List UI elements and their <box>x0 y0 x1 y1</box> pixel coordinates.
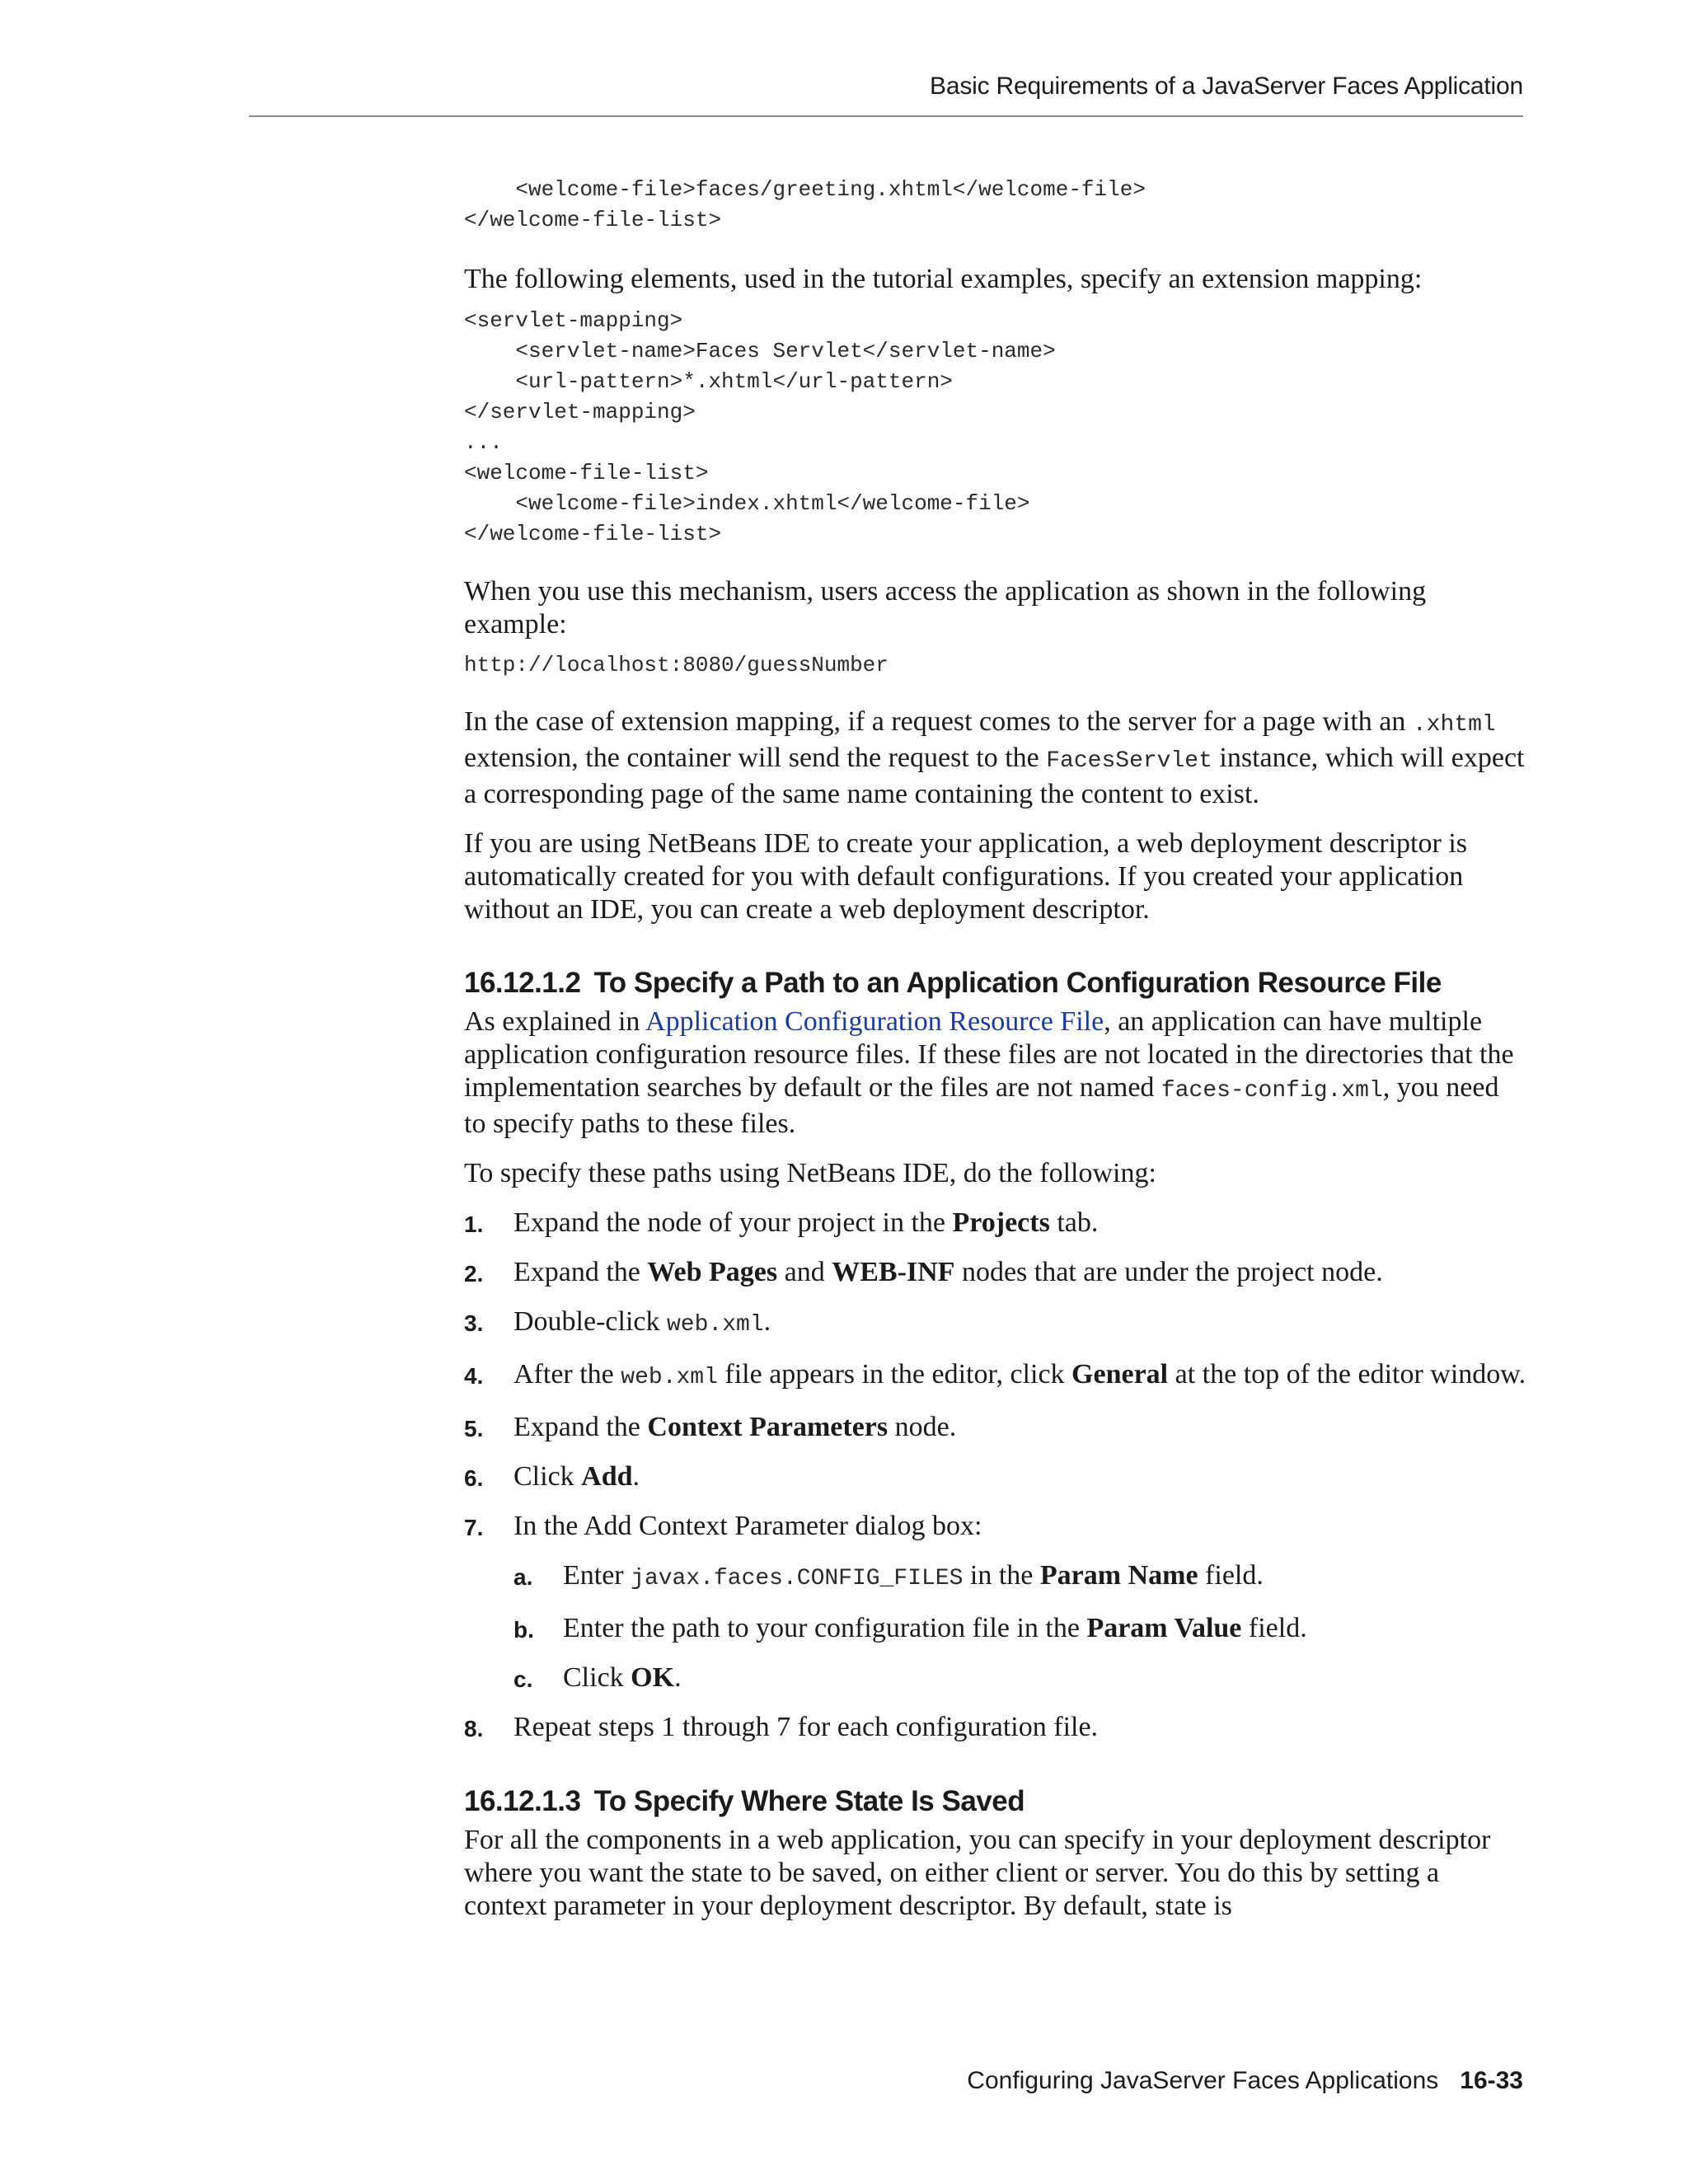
page-footer <box>967 2067 1523 2095</box>
step-number: 1. <box>464 1212 484 1237</box>
bold-text: Param Name <box>1039 1560 1198 1591</box>
paragraph-mechanism: When you use this mechanism, users access the application as shown in the following example: <box>464 576 1427 640</box>
step-number: 8. <box>464 1716 484 1741</box>
inline-code: javax.faces.CONFIG_FILES <box>631 1566 964 1591</box>
list-item <box>464 1207 1527 1240</box>
list-item <box>464 1510 1527 1694</box>
inline-code: FacesServlet <box>1046 748 1212 774</box>
list-item <box>464 1460 1527 1493</box>
text: Expand the node of your project in the <box>513 1207 953 1238</box>
text: file appears in the editor, click <box>717 1359 1072 1390</box>
step-number: 7. <box>464 1515 484 1540</box>
section-number: 16.12.1.3 <box>464 1785 581 1817</box>
footer-chapter-title: Configuring JavaServer Faces Applications <box>967 2067 1439 2094</box>
code-block-servlet-mapping: <servlet-mapping> <servlet-name>Faces Servlet</servlet-name> <url-pattern>*.xhtml</url-pattern> </servlet-mapping> ... <welcome-file-list> <welcome-file>index.xhtml</welcome-file> </welcome-file-list> <box>464 308 1056 546</box>
step-number: 5. <box>464 1416 484 1441</box>
section-title: To Specify a Path to an Application Configuration Resource File <box>593 967 1442 999</box>
text: Expand the <box>513 1412 648 1442</box>
text: , an application can have multiple application configuration resource files. If these files are not located in the directories that the implementation searches by default or the files are not named <box>464 1006 1514 1103</box>
bold-text: WEB-INF <box>832 1257 955 1287</box>
bold-text: Param Value <box>1086 1613 1242 1643</box>
bold-text: Context Parameters <box>647 1412 889 1442</box>
steps-list <box>464 1207 1527 1744</box>
inline-code: faces-config.xml <box>1160 1078 1383 1104</box>
text: , you need to specify paths to these files. <box>464 1072 1499 1139</box>
code-block-welcome-file: <welcome-file>faces/greeting.xhtml</welcome-file> </welcome-file-list> <box>464 177 1146 232</box>
text: . <box>632 1461 640 1492</box>
step-number: 4. <box>464 1363 484 1389</box>
text: extension, the container will send the request to the <box>464 743 1047 773</box>
text: Repeat steps 1 through 7 for each configuration file. <box>513 1712 1099 1742</box>
text: nodes that are under the project node. <box>954 1257 1383 1287</box>
list-item <box>464 1256 1527 1289</box>
paragraph-config-files <box>464 1005 1527 1141</box>
paragraph-extension-request <box>464 705 1527 811</box>
paragraph-extension-mapping: The following elements, used in the tutorial examples, specify an extension mapping: <box>464 264 1423 294</box>
text: Double-click <box>513 1306 667 1337</box>
section-number: 16.12.1.2 <box>464 967 581 999</box>
running-header: Basic Requirements of a JavaServer Faces Application <box>930 73 1523 100</box>
section-heading-config-path <box>464 966 1527 1001</box>
text: Click <box>513 1461 582 1492</box>
text: at the top of the editor window. <box>1168 1359 1526 1390</box>
page-number: 16-33 <box>1460 2067 1523 2094</box>
page-content <box>464 175 1527 1923</box>
list-item <box>464 1358 1527 1394</box>
text: instance, which will expect a corresponding page of the same name containing the content to exist. <box>464 743 1525 809</box>
text: node. <box>888 1412 957 1442</box>
bold-text: Web Pages <box>647 1257 778 1287</box>
text: In the Add Context Parameter dialog box: <box>513 1511 982 1541</box>
bold-text: Projects <box>952 1207 1050 1238</box>
text: In the case of extension mapping, if a request comes to the server for a page with an <box>464 706 1413 737</box>
section-title: To Specify Where State Is Saved <box>593 1785 1025 1817</box>
step-letter: c. <box>513 1666 533 1692</box>
inline-code: web.xml <box>621 1365 718 1390</box>
step-letter: a. <box>513 1564 533 1590</box>
text: . <box>674 1662 682 1693</box>
text: Click <box>563 1662 631 1693</box>
list-item <box>464 1411 1527 1444</box>
text: and <box>777 1257 832 1287</box>
section-heading-state-saved <box>464 1784 1527 1819</box>
list-item <box>513 1661 1527 1694</box>
step-letter: b. <box>513 1617 534 1643</box>
text: Enter <box>563 1560 631 1591</box>
text: tab. <box>1049 1207 1099 1238</box>
text: Expand the <box>513 1257 648 1287</box>
text: Enter the path to your configuration file in the <box>563 1613 1087 1643</box>
text: After the <box>513 1359 621 1390</box>
inline-code: .xhtml <box>1412 712 1496 738</box>
step-number: 3. <box>464 1310 484 1336</box>
paragraph-netbeans: If you are using NetBeans IDE to create your application, a web deployment descriptor is automatically created for you with default configurations. If you created your application without an IDE, you can create a web deployment descriptor. <box>464 828 1467 925</box>
list-item <box>464 1711 1527 1744</box>
list-item <box>513 1612 1527 1645</box>
bold-text: General <box>1071 1359 1169 1390</box>
list-item <box>513 1559 1527 1596</box>
step-number: 2. <box>464 1261 484 1286</box>
text: in the <box>963 1560 1040 1591</box>
sub-steps-list <box>513 1559 1527 1694</box>
link-application-configuration-resource-file[interactable]: Application Configuration Resource File <box>645 1006 1104 1037</box>
step-number: 6. <box>464 1465 484 1491</box>
header-divider <box>249 115 1523 117</box>
bold-text: OK <box>631 1662 675 1693</box>
paragraph-steps-intro: To specify these paths using NetBeans IDE, do the following: <box>464 1158 1156 1188</box>
bold-text: Add <box>581 1461 633 1492</box>
inline-code: web.xml <box>667 1312 764 1338</box>
text: field. <box>1198 1560 1264 1591</box>
text: field. <box>1241 1613 1307 1643</box>
paragraph-state-saving: For all the components in a web application, you can specify in your deployment descriptor where you want the state to be saved, on either client or server. You do this by setting a context parameter in your deployment descriptor. By default, state is <box>464 1825 1491 1921</box>
text: As explained in <box>464 1006 646 1037</box>
list-item <box>464 1305 1527 1342</box>
text: . <box>763 1306 771 1337</box>
code-block-url: http://localhost:8080/guessNumber <box>464 653 889 677</box>
